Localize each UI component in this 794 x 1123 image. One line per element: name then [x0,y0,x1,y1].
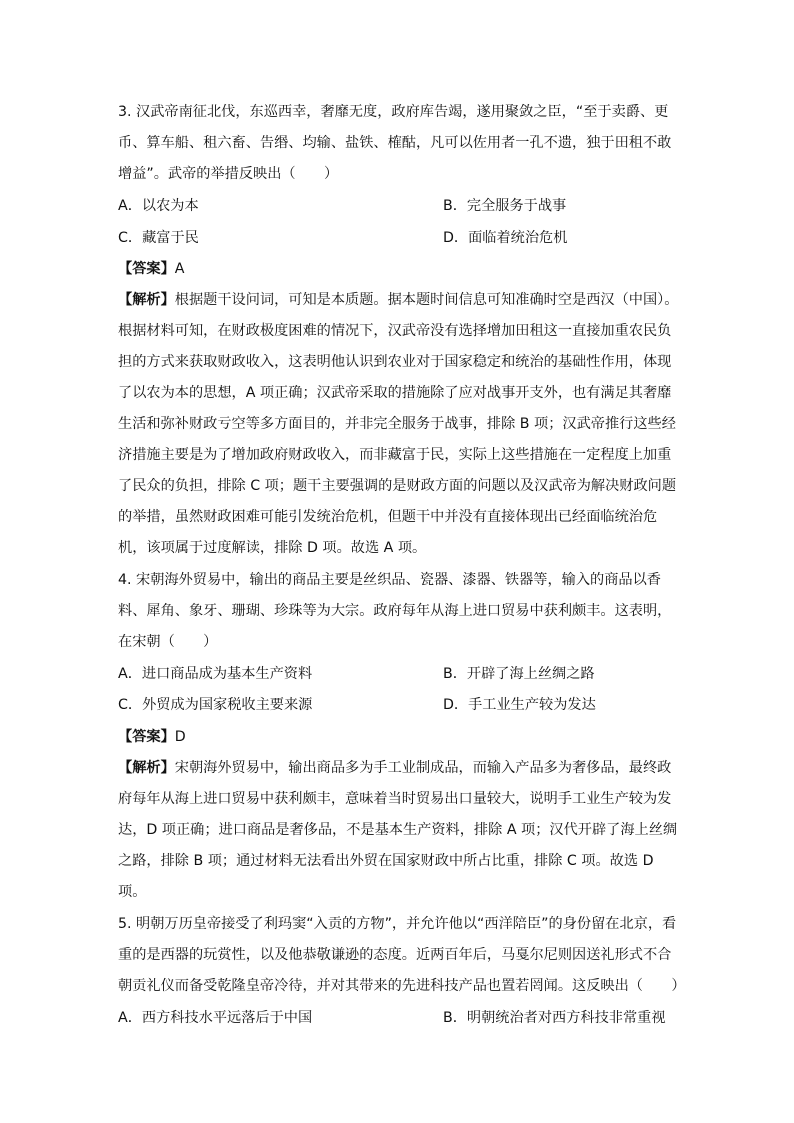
q3-analysis-line: 了民众的负担，排除 C 项；题干主要强调的是财政方面的问题以及汉武帝为解决财政问题 [118,478,677,494]
q4-analysis-line: 达，D 项正确；进口商品是奢侈品，不是基本生产资料，排除 A 项；汉代开辟了海上丝绸 [118,822,678,838]
q3-option-c: C．藏富于民 [118,230,199,246]
q3-answer-value: A [174,261,185,277]
q4-stem-line-2: 料、犀角、象牙、珊瑚、珍珠等为大宗。政府每年从海上进口贸易中获利颇丰。这表明， [118,603,672,619]
q3-analysis-text: 根据题干设问词，可知是本质题。据本题时间信息可知准确时空是西汉（中国）。 [174,292,679,308]
q4-analysis-tag: 【解析】 [118,760,175,776]
q3-stem-line-1: 3. 汉武帝南征北伐，东巡西幸，奢靡无度，政府库告竭，遂用聚敛之臣，“至于卖爵、更 [118,104,669,120]
q5-stem-line-2: 重的是西器的玩赏性，以及他恭敬谦逊的态度。近两百年后，马戛尔尼则因送礼形式不合 [118,947,672,963]
q4-analysis-line: 府每年从海上进口贸易中获利颇丰，意味着当时贸易出口量较大，说明手工业生产较为发 [118,791,672,807]
q3-analysis-line: 生活和弥补财政亏空等多方面目的，并非完全服务于战事，排除 B 项；汉武帝推行这些经 [118,416,676,432]
q3-answer-tag: 【答案】 [118,261,175,277]
q3-analysis-line: 了以农为本的思想，A 项正确；汉武帝采取的措施除了应对战事开支外，也有满足其奢靡 [118,385,672,401]
q3-analysis-line: 的举措，虽然财政困难可能引发统治危机，但题干中并没有直接体现出已经面临统治危 [118,509,658,525]
q4-option-d: D．手工业生产较为发达 [443,697,596,713]
q4-analysis-line: 项。 [118,884,147,900]
q4-answer-tag: 【答案】 [118,729,175,745]
q5-option-a: A．西方科技水平远落后于中国 [118,1010,313,1026]
q3-analysis-line: 机，该项属于过度解读，排除 D 项。故选 A 项。 [118,540,427,556]
q3-analysis-tag: 【解析】 [118,292,175,308]
q4-option-b: B．开辟了海上丝绸之路 [443,666,595,682]
q4-analysis-text: 宋朝海外贸易中，输出商品多为手工业制成品，而输入产品多为奢侈品，最终政 [174,760,672,776]
q4-stem-line-3: 在宋朝（ ） [118,634,218,650]
q3-option-a: A．以农为本 [118,198,199,214]
q3-option-b: B．完全服务于战事 [443,198,567,214]
q3-analysis-line: 济措施主要是为了增加政府财政收入，而非藏富于民，实际上这些措施在一定程度上加重 [118,447,672,463]
q4-option-a: A．进口商品成为基本生产资料 [118,666,313,682]
q3-analysis-first-line [118,290,678,310]
q3-stem-line-2: 币、算车船、租六畜、告缗、均输、盐铁、榷酤，凡可以佐用者一孔不遗，独于田租不敢 [118,135,672,151]
q5-option-b: B．明朝统治者对西方科技非常重视 [443,1010,666,1026]
q4-answer [118,727,186,747]
q3-analysis-line: 根据材料可知，在财政极度困难的情况下，汉武帝没有选择增加田租这一直接加重农民负 [118,323,672,339]
q4-answer-value: D [174,729,186,745]
q4-option-c: C．外贸成为国家税收主要来源 [118,697,313,713]
q4-analysis-line: 之路，排除 B 项；通过材料无法看出外贸在国家财政中所占比重，排除 C 项。故选 D [118,853,654,869]
q5-stem-line-3: 朝贡礼仪而备受乾隆皇帝冷待，并对其带来的先进科技产品也置若罔闻。这反映出（ ） [118,978,686,994]
q3-analysis-line: 担的方式来获取财政收入，这表明他认识到农业对于国家稳定和统治的基础性作用，体现 [118,354,672,370]
q3-stem-line-3: 增益”。武帝的举措反映出（ ） [118,166,339,182]
q5-stem-line-1: 5. 明朝万历皇帝接受了利玛窦“入贡的方物”，并允许他以“西洋陪臣”的身份留在北京，看 [118,916,677,932]
q3-answer [118,259,184,279]
q4-analysis-first-line [118,758,671,778]
q3-option-d: D．面临着统治危机 [443,230,568,246]
q4-stem-line-1: 4. 宋朝海外贸易中，输出的商品主要是丝织品、瓷器、漆器、铁器等，输入的商品以香 [118,572,661,588]
